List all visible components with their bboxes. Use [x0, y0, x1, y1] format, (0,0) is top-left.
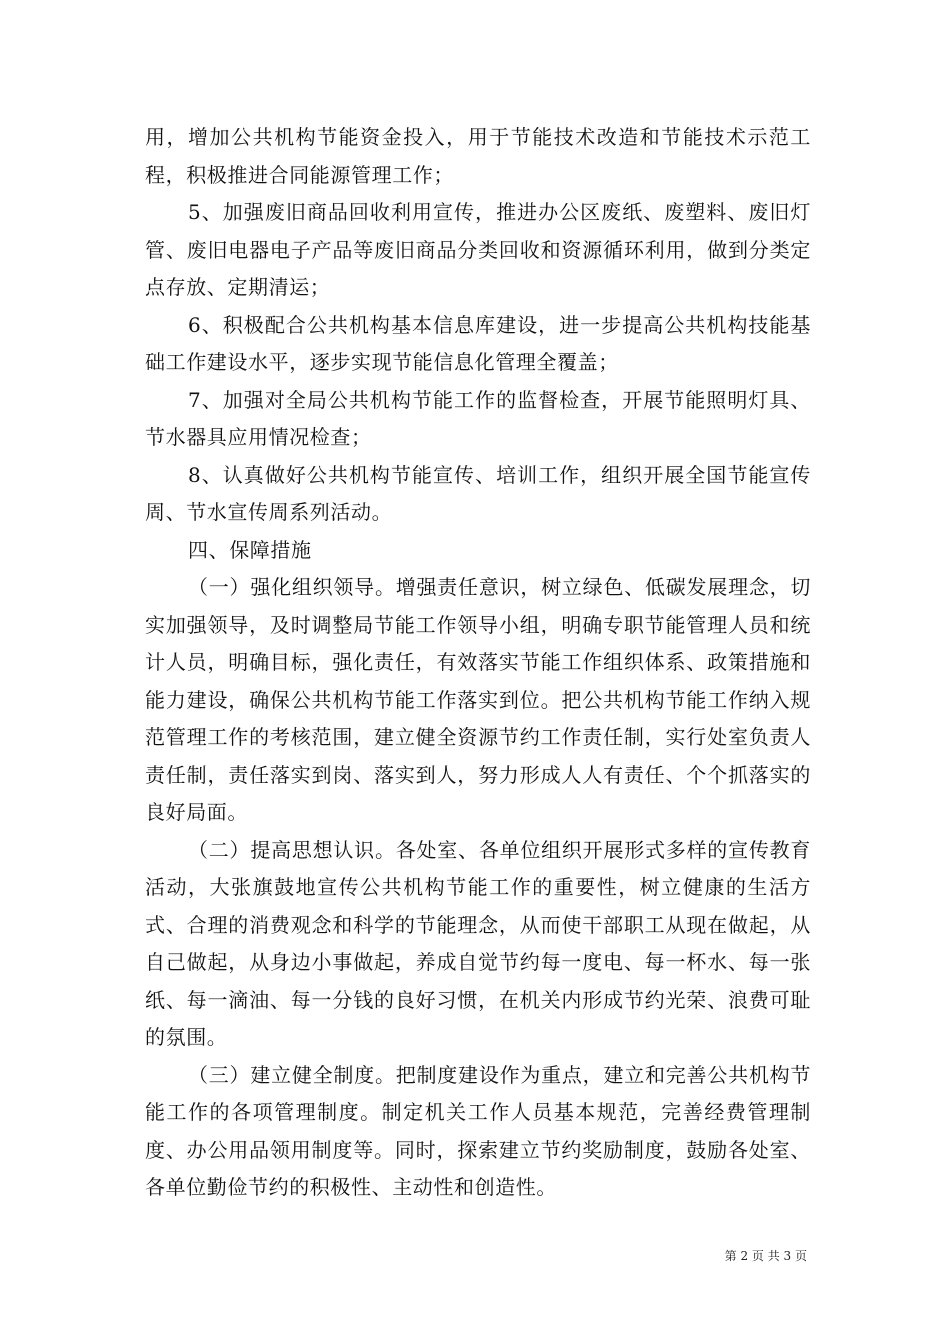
paragraph-item-6: 6、积极配合公共机构基本信息库建设，进一步提高公共机构技能基础工作建设水平，逐步实现节能信息化管理全覆盖； [145, 312, 811, 374]
paragraph-item-8: 8、认真做好公共机构节能宣传、培训工作，组织开展全国节能宣传周、节水宣传周系列活动。 [145, 462, 811, 524]
paragraph-continuation: 用，增加公共机构节能资金投入，用于节能技术改造和节能技术示范工程，积极推进合同能源管理工作； [145, 125, 811, 187]
paragraph-measure-1: （一）强化组织领导。增强责任意识，树立绿色、低碳发展理念，切实加强领导，及时调整局节能工作领导小组，明确专职节能管理人员和统计人员，明确目标，强化责任，有效落实节能工作组织体系、政策措施和能力建设，确保公共机构节能工作落实到位。把公共机构节能工作纳入规范管理工作的考核范围，建立健全资源节约工作责任制，实行处室负责人责任制，责任落实到岗、落实到人，努力形成人人有责任、个个抓落实的良好局面。 [145, 575, 811, 824]
paragraph-item-7: 7、加强对全局公共机构节能工作的监督检查，开展节能照明灯具、节水器具应用情况检查； [145, 387, 811, 449]
document-body [145, 119, 811, 1207]
paragraph-measure-2: （二）提高思想认识。各处室、各单位组织开展形式多样的宣传教育活动，大张旗鼓地宣传公共机构节能工作的重要性，树立健康的生活方式、合理的消费观念和科学的节能理念，从而使干部职工从现在做起，从自己做起，从身边小事做起，养成自觉节约每一度电、每一杯水、每一张纸、每一滴油、每一分钱的良好习惯，在机关内形成节约光荣、浪费可耻的氛围。 [145, 837, 811, 1049]
page-number-footer: 第 2 页 共 3 页 [724, 1249, 807, 1263]
paragraph-measure-3: （三）建立健全制度。把制度建设作为重点，建立和完善公共机构节能工作的各项管理制度。制定机关工作人员基本规范，完善经费管理制度、办公用品领用制度等。同时，探索建立节约奖励制度，鼓励各处室、各单位勤俭节约的积极性、主动性和创造性。 [145, 1062, 811, 1199]
paragraph-item-5: 5、加强废旧商品回收利用宣传，推进办公区废纸、废塑料、废旧灯管、废旧电器电子产品等废旧商品分类回收和资源循环利用，做到分类定点存放、定期清运； [145, 200, 811, 299]
section-heading-4: 四、保障措施 [188, 537, 312, 562]
